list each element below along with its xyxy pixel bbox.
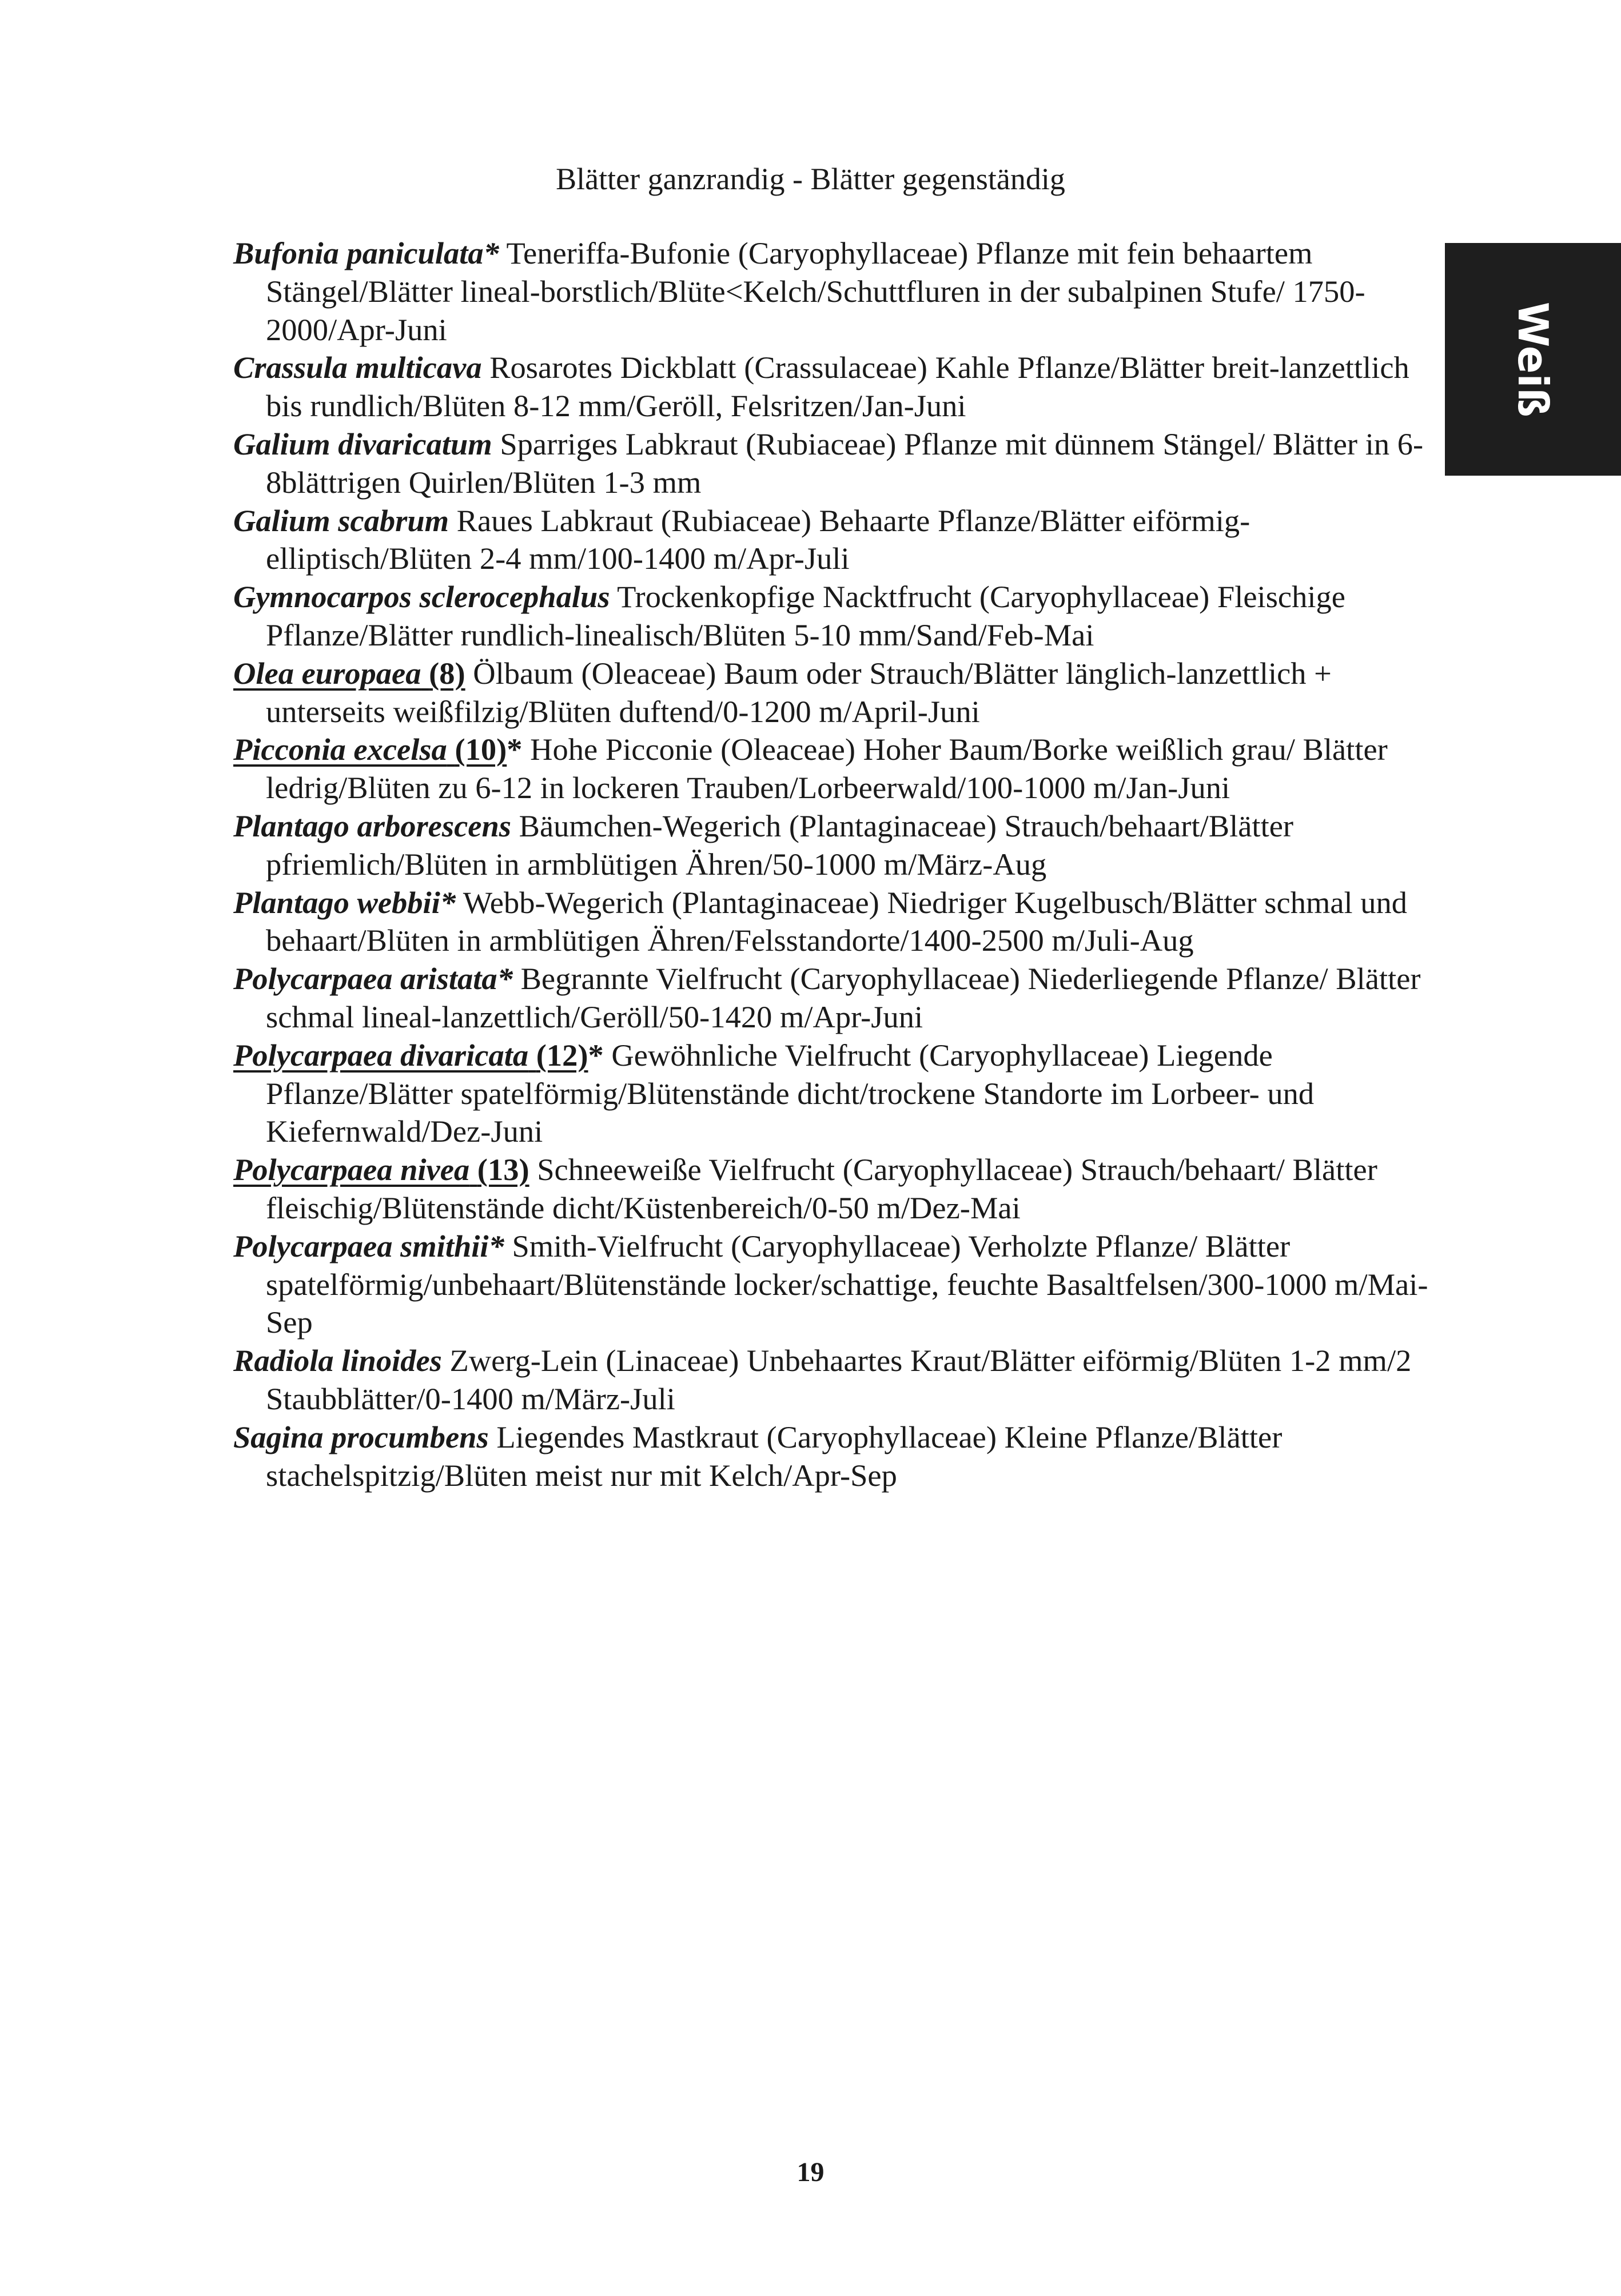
species-description: Hohe Picconie (Oleaceae) Hoher Baum/Borke weißlich grau/ Blätter ledrig/Blüten zu 6-12 in lockeren Trauben/Lorbeerwald/100-1000 m/Jan-Juni [266,732,1388,806]
species-entry [233,731,1445,807]
species-name-link: Polycarpaea nivea [233,1152,470,1187]
endemic-marker: * [588,1037,604,1073]
species-entry [233,349,1445,425]
species-description: Rosarotes Dickblatt (Crassulaceae) Kahle Pflanze/Blätter breit-lanzettlich bis rundlich/Blüten 8-12 mm/Geröll, Felsritzen/Jan-Juni [266,350,1409,424]
species-entry [233,960,1445,1037]
photo-reference: (10) [455,732,507,767]
species-entry [233,1151,1445,1227]
species-name: Bufonia paniculata [233,236,484,270]
endemic-marker: * [488,1228,504,1263]
section-tab [1445,243,1621,476]
species-name: Galium divaricatum [233,426,492,461]
endemic-marker: * [507,732,523,767]
species-description: Raues Labkraut (Rubiaceae) Behaarte Pflanze/Blätter eiförmig-elliptisch/Blüten 2-4 mm/100-1400 m/Apr-Juli [266,503,1250,576]
species-name: Polycarpaea aristata [233,961,497,996]
endemic-marker: * [483,236,499,270]
photo-reference: (12) [536,1037,588,1073]
species-description: Liegendes Mastkraut (Caryophyllaceae) Kleine Pflanze/Blätter stachelspitzig/Blüten meist nur mit Kelch/Apr-Sep [266,1419,1283,1493]
photo-reference: (8) [429,655,465,691]
species-entry [233,234,1445,349]
species-entry [233,502,1445,579]
species-name: Gymnocarpos sclerocephalus [233,579,610,615]
species-entry [233,884,1445,960]
species-name-link: Polycarpaea divaricata [233,1037,529,1073]
species-description: Teneriffa-Bufonie (Caryophyllaceae) Pflanze mit fein behaartem Stängel/Blätter lineal-borstlich/Blüte<Kelch/Schuttfluren in der subalpinen Stufe/ 1750-2000/Apr-Juni [266,236,1365,347]
species-name: Sagina procumbens [233,1419,489,1454]
species-name-link: Picconia excelsa [233,732,447,767]
species-entry [233,655,1445,731]
species-description: Ölbaum (Oleaceae) Baum oder Strauch/Blätter länglich-lanzettlich + unterseits weißfilzig/Blüten duftend/0-1200 m/April-Juni [266,655,1332,729]
species-entry [233,807,1445,884]
species-description: Smith-Vielfrucht (Caryophyllaceae) Verholzte Pflanze/ Blätter spatelförmig/unbehaart/Blütenstände locker/schattige, feuchte Basaltfelsen/300-1000 m/Mai-Sep [266,1228,1428,1340]
photo-reference: (13) [477,1152,529,1187]
species-description: Zwerg-Lein (Linaceae) Unbehaartes Kraut/Blätter eiförmig/Blüten 1-2 mm/2 Staubblätter/0-1400 m/März-Juli [266,1343,1412,1416]
species-entry [233,1227,1445,1342]
species-name: Galium scabrum [233,503,449,538]
species-name: Plantago webbii [233,884,440,920]
species-description: Trockenkopfige Nacktfrucht (Caryophyllaceae) Fleischige Pflanze/Blätter rundlich-linealisch/Blüten 5-10 mm/Sand/Feb-Mai [266,579,1345,652]
species-description: Sparriges Labkraut (Rubiaceae) Pflanze mit dünnem Stängel/ Blätter in 6-8blättrigen Quirlen/Blüten 1-3 mm [266,426,1424,500]
species-entry [233,1418,1445,1495]
species-name-link: Olea europaea [233,655,421,691]
species-entry [233,1342,1445,1418]
page-number: 19 [796,2157,825,2187]
species-description: Schneeweiße Vielfrucht (Caryophyllaceae) Strauch/behaart/ Blätter fleischig/Blütenstände dicht/Küstenbereich/0-50 m/Dez-Mai [266,1152,1377,1225]
species-description: Gewöhnliche Vielfrucht (Caryophyllaceae) Liegende Pflanze/Blätter spatelförmig/Blütenstände dicht/trockene Standorte im Lorbeer- und Kiefernwald/Dez-Juni [266,1037,1315,1149]
endemic-marker: * [440,884,456,920]
species-entry [233,578,1445,655]
species-description: Begrannte Vielfrucht (Caryophyllaceae) Niederliegende Pflanze/ Blätter schmal lineal-lanzettlich/Geröll/50-1420 m/Apr-Juni [266,961,1421,1034]
species-name: Radiola linoides [233,1343,442,1378]
page-header: Blätter ganzrandig - Blätter gegenständig [556,162,1065,196]
species-description: Bäumchen-Wegerich (Plantaginaceae) Strauch/behaart/Blätter pfriemlich/Blüten in armblütigen Ähren/50-1000 m/März-Aug [266,808,1294,882]
species-list [233,234,1445,1494]
species-description: Webb-Wegerich (Plantaginaceae) Niedriger Kugelbusch/Blätter schmal und behaart/Blüten in armblütigen Ähren/Felsstandorte/1400-2500 m/Juli-Aug [266,884,1408,958]
endemic-marker: * [497,961,513,996]
species-entry [233,425,1445,502]
section-tab-label: Weiß [1509,301,1557,417]
species-name: Crassula multicava [233,350,482,385]
species-name: Polycarpaea smithii [233,1228,489,1263]
species-entry [233,1037,1445,1151]
species-name: Plantago arborescens [233,808,511,843]
